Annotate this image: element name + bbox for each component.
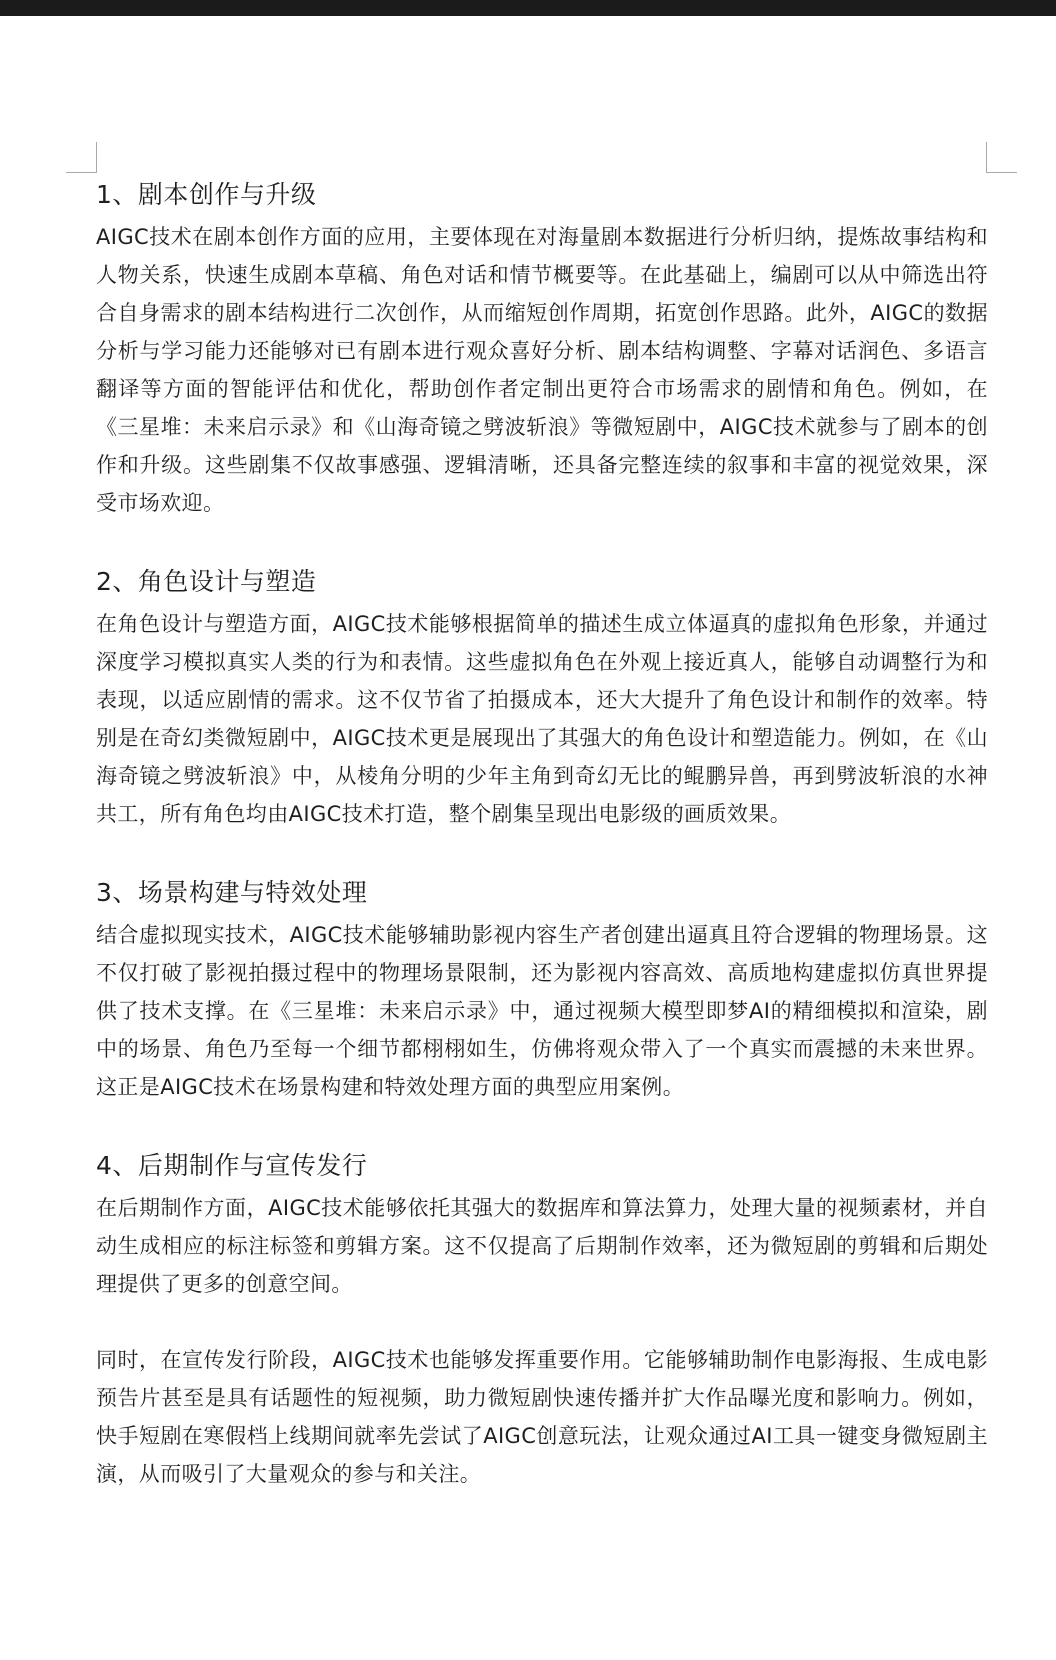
section-heading: 4、后期制作与宣传发行 bbox=[96, 1151, 368, 1180]
document-body bbox=[96, 174, 988, 1532]
paragraph: 在角色设计与塑造方面，AIGC技术能够根据简单的描述生成立体逼真的虚拟角色形象，并通过深度学习模拟真实人类的行为和表情。这些虚拟角色在外观上接近真人，能够自动调整行为和表现，以适应剧情的需求。这不仅节省了拍摄成本，还大大提升了角色设计和制作的效率。特别是在奇幻类微短剧中，AIGC技术更是展现出了其强大的角色设计和塑造能力。例如，在《山海奇镜之劈波斩浪》中，从棱角分明的少年主角到奇幻无比的鲲鹏异兽，再到劈波斩浪的水神共工，所有角色均由AIGC技术打造，整个剧集呈现出电影级的画质效果。 bbox=[96, 612, 988, 826]
paragraph: 在后期制作方面，AIGC技术能够依托其强大的数据库和算法算力，处理大量的视频素材，并自动生成相应的标注标签和剪辑方案。这不仅提高了后期制作效率，还为微短剧的剪辑和后期处理提供了更多的创意空间。 bbox=[96, 1196, 988, 1296]
section-heading: 1、剧本创作与升级 bbox=[96, 180, 317, 209]
paragraph: 同时，在宣传发行阶段，AIGC技术也能够发挥重要作用。它能够辅助制作电影海报、生成电影预告片甚至是具有话题性的短视频，助力微短剧快速传播并扩大作品曝光度和影响力。例如，快手短剧在寒假档上线期间就率先尝试了AIGC创意玩法，让观众通过AI工具一键变身微短剧主演，从而吸引了大量观众的参与和关注。 bbox=[96, 1348, 988, 1486]
paragraph: 结合虚拟现实技术，AIGC技术能够辅助影视内容生产者创建出逼真且符合逻辑的物理场景。这不仅打破了影视拍摄过程中的物理场景限制，还为影视内容高效、高质地构建虚拟仿真世界提供了技术支撑。在《三星堆：未来启示录》中，通过视频大模型即梦AI的精细模拟和渲染，剧中的场景、角色乃至每一个细节都栩栩如生，仿佛将观众带入了一个真实而震撼的未来世界。这正是AIGC技术在场景构建和特效处理方面的典型应用案例。 bbox=[96, 923, 988, 1099]
section-heading: 3、场景构建与特效处理 bbox=[96, 878, 368, 907]
top-bar bbox=[0, 0, 1056, 16]
paragraph: AIGC技术在剧本创作方面的应用，主要体现在对海量剧本数据进行分析归纳，提炼故事结构和人物关系，快速生成剧本草稿、角色对话和情节概要等。在此基础上，编剧可以从中筛选出符合自身需求的剧本结构进行二次创作，从而缩短创作周期，拓宽创作思路。此外，AIGC的数据分析与学习能力还能够对已有剧本进行观众喜好分析、剧本结构调整、字幕对话润色、多语言翻译等方面的智能评估和优化，帮助创作者定制出更符合市场需求的剧情和角色。例如，在《三星堆：未来启示录》和《山海奇镜之劈波斩浪》等微短剧中，AIGC技术就参与了剧本的创作和升级。这些剧集不仅故事感强、逻辑清晰，还具备完整连续的叙事和丰富的视觉效果，深受市场欢迎。 bbox=[96, 225, 988, 515]
page-corner-mark-right bbox=[986, 142, 1017, 173]
section-script-creation bbox=[96, 174, 988, 522]
section-character-design bbox=[96, 561, 988, 833]
section-heading: 2、角色设计与塑造 bbox=[96, 567, 317, 596]
section-post-production bbox=[96, 1145, 988, 1493]
section-scene-building bbox=[96, 872, 988, 1106]
page-corner-mark-left bbox=[66, 142, 97, 173]
